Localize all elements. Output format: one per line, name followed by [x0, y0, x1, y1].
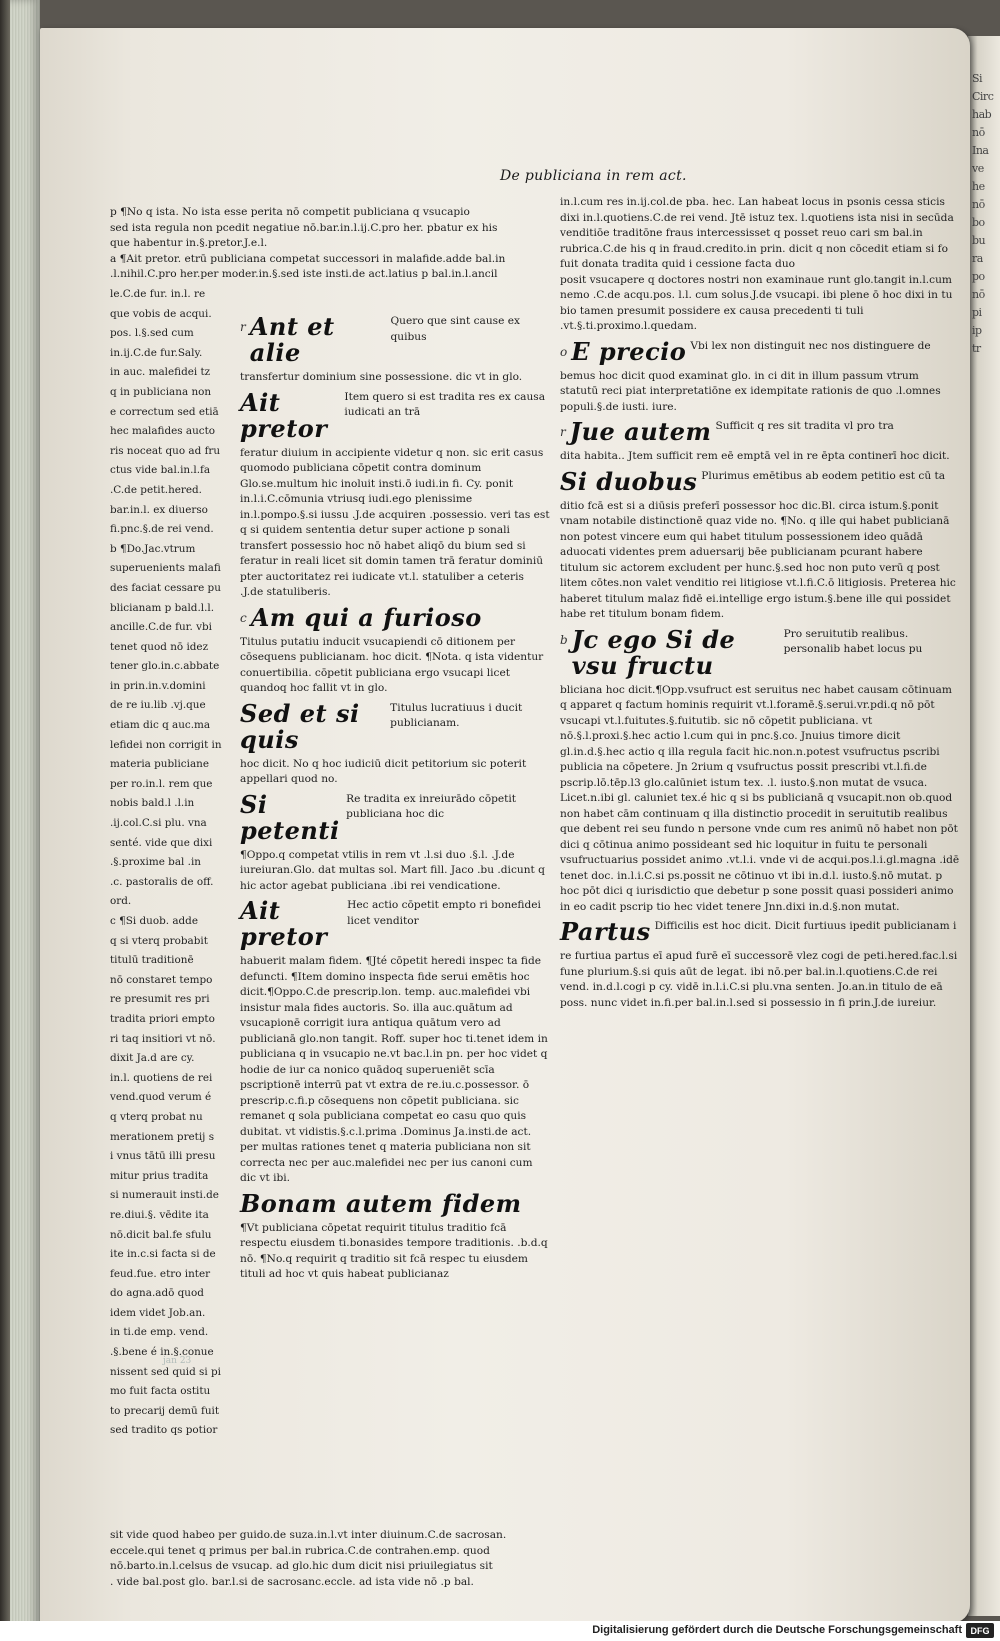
gloss-line: sed tradito qs potior [110, 1424, 218, 1437]
gloss-line: que vobis de acqui. [110, 307, 212, 320]
lemma-gloss: Sufficit q res sit tradita vl pro tra [715, 420, 894, 432]
gloss-line: blicianam p bald.l.l. [110, 601, 215, 614]
entry-heading [240, 698, 550, 754]
gloss-line: p ¶No q ista. No ista esse perita nō competit publiciana q vsucapio [110, 206, 470, 218]
entry-heading [560, 419, 960, 445]
gloss-line: merationem pretij s [110, 1130, 215, 1143]
entry-text: re furtiua partus eī apud furē eī successorē vlez cogi de peti.hered.fac.l.si fune plurium.§.si quis aūt de legat. ibi nō.per bal.in.l.quotiens.C.de rei vend. in.d.l.cogi p cy. vidē in.l.i.C.si plu.vna senten. Jo.an.in titulo de eā poss. nunc videt in.fi.per bal.in.l.sed si possessio in fi prin.J.de iureiur. [560, 950, 958, 1009]
gloss-line: sed ista regula non pcedit negatiue nō.bar.in.l.ij.C.pro her. pbatur ex his [110, 221, 498, 234]
gloss-line: in.l. quotiens de rei [110, 1071, 213, 1084]
gloss-line: etiam dic q auc.ma [110, 719, 211, 732]
binding-shadow [0, 0, 10, 1641]
entry-heading [240, 387, 550, 443]
lemma: Si petenti [240, 789, 340, 845]
entry-text: posit vsucapere q doctores nostri non examinaue runt glo.tangit in.l.cum nemo .C.de acqu.pos. l.l. cum solus.J.de vsucapi. ibi plene ō hoc dixi in tu bio tamen presumit possidere ex causa precedenti ti tuli .vt.§.ti.proximo.l.quedam. [560, 273, 953, 332]
gloss-line: .§.proxime bal .in [110, 856, 201, 869]
gloss-line: feud.fue. etro inter [110, 1267, 211, 1280]
entry-text: bliciana hoc dicit.¶Opp.vsufruct est seruitus nec habet causam cōtinuam q apparet q factum hominis requirit vt.l.foramē.§.serui.vr.pdi.q nō pōt vsucapi vt.l.fuitutes.§.fuitutib. sic nō cōpetit publiciana. vt nō.§.l.proxi.§.hec actio l.cum qui in pnc.§.co. Jnuius timore dicit gl.in.d.§.hec actio q illa regula facit hic.non.n.potest vsufructus pscribi publicia na cōpetere. Jn 2rium q vsufructus possit prescribi vt.l.fi.de pscrip.lō.tēp.l3 glo.calūniet istum tex. .l. iusto.§.non mutat de vsuca. Licet.n.ibi gl. caluniet tex.é hic q si bs publicianā q vsucapit.non ob.quod non habet cām continuam q illa distinctio procedit in seruitutib realibus que debent rei seu fundo n persone vnde cum res animū nō habet non pōt dici q cōtinua animo possideant sed hic loquitur in fuitu te personali vsufructuarius possidet animo .vt.l.i. vnde vi de acqui.pos.l.i.gl.magna .idē tenet doc. in.l.i.C.si ps.possit ne cōtinuo vt ibi in.d.l. iusto.§.nō mutat. p hoc pōt dici q iurisdictio que debetur p sone possit quasi possideri animo in eo cadit pscrip tio hec videt tenere Jnn.dixi in.d.§.non mutat. [560, 683, 960, 913]
gloss-line: sit vide quod habeo per guido.de suza.in.l.vt inter diuinum.C.de sacrosan. [110, 1529, 507, 1541]
gloss-line: re.diui.§. vēdite ita [110, 1208, 209, 1221]
commentary-entry [560, 419, 960, 465]
gloss-line: tener glo.in.c.abbate [110, 660, 220, 673]
lemma: Am qui a furioso [250, 602, 482, 632]
gloss-line: vend.quod verum é [110, 1091, 212, 1104]
lemma: Sed et si quis [240, 698, 360, 754]
lemma-gloss: Difficilis est hoc dicit. Dicit furtiuus ipedit publicianam i [654, 920, 957, 932]
commentary-entry [240, 1188, 550, 1283]
lemma: Bonam autem fidem [240, 1188, 522, 1218]
gloss-marker: o [560, 344, 568, 359]
gloss-line: des faciat cessare pu [110, 581, 221, 594]
gloss-line: nō constaret tempo [110, 973, 213, 986]
left-margin-gloss [110, 285, 238, 1441]
gloss-marker: c [240, 610, 247, 625]
gloss-line: in.ij.C.de fur.Saly. [110, 346, 203, 359]
gloss-line: lefidei non corrigit in [110, 738, 222, 751]
lemma-gloss: Item quero si est tradita res ex causa iudicati an trā [344, 390, 546, 418]
entry-text: hoc dicit. No q hoc iudiciū dicit petitorium sic poterit appellari quod no. [240, 757, 527, 785]
gloss-line: .§.bene é in.§.conue [110, 1346, 214, 1359]
gloss-line: materia publiciane [110, 758, 209, 771]
gloss-line: in ti.de emp. vend. [110, 1326, 209, 1339]
entry-text: habuerit malam fidem. ¶Jté cōpetit heredi inspec ta fide defuncti. ¶Item domino inspecta fide serui emētis hoc dicit.¶Oppo.C.de prescrip.lon. temp. auc.malefidei vbi insistur mala fides auctoris. So. illa auc.quātum ad vsucapionē corrigit iura antiqua quātum vero ad publicianā glo.non tangit. Roff. super hoc ti.tenet idem in publiciana q in vsucapio ne.vt bac.l.in pn. per hoc videt q hodie de iur ca nonico quādoq superueniēt scīa pscriptionē interrū pat vt extra de re.iu.c.possessor. ō prescrip.c.fi.p cōsequens non cōpetit publiciana. sic remanet q sola publiciana competat eo casu quo quis dubitat. vt vidistis.§.c.l.prima .Dominus Ja.insti.de act. per multas rationes tenet q materia publiciana non sit correcta nec per auc.malefidei nec per ius canoni cum dic vt ibi. [240, 955, 548, 1184]
lemma: E precio [571, 336, 687, 366]
gloss-line: mo fuit facta ostitu [110, 1385, 211, 1398]
commentary-entry [560, 624, 960, 916]
lemma: Ant et alie [249, 312, 335, 367]
gloss-line: .c. pastoralis de off. [110, 875, 214, 888]
library-stamp: jan 23 [163, 1356, 192, 1366]
commentary-entry [560, 919, 960, 1011]
right-entries [560, 273, 960, 1012]
gloss-line: ris noceat quo ad fru [110, 444, 221, 457]
next-leaf-text: Si Circ hab nō Ina ve he nō bo bu ra po nō pi ip tr [972, 72, 994, 355]
gloss-line: ancille.C.de fur. vbi [110, 621, 212, 634]
gloss-line: in auc. malefidei tz [110, 366, 211, 379]
gloss-line: .ij.col.C.si plu. vna [110, 817, 207, 830]
gloss-line: bar.in.l. ex diuerso [110, 503, 208, 516]
running-head: De publiciana in rem act. [500, 168, 687, 184]
lemma-gloss: Hec actio cōpetit empto ri bonefidei licet venditor [347, 899, 541, 927]
commentary-entry [560, 336, 960, 416]
gloss-line: idem videt Job.an. [110, 1306, 206, 1319]
gloss-line: per ro.in.l. rem que [110, 777, 213, 790]
commentary-entry [240, 698, 550, 788]
gloss-line: to precarij demū fuit [110, 1404, 220, 1417]
gloss-line: superuenients malafi [110, 562, 221, 575]
gloss-line: .C.de petit.hered. [110, 483, 202, 496]
gloss-line: nissent sed quid si pi [110, 1365, 221, 1378]
entry-heading [560, 624, 960, 680]
right-column [560, 195, 960, 1011]
gloss-line: fi.pnc.§.de rei vend. [110, 523, 214, 536]
gloss-line: do agna.adō quod [110, 1287, 204, 1300]
entry-text: transfertur dominium sine possessione. dic vt in glo. [240, 371, 523, 383]
lemma-gloss: Re tradita ex inreiurādo cōpetit publiciana hoc dic [346, 792, 517, 820]
commentary-entry [240, 314, 550, 386]
gloss-marker: r [560, 425, 566, 439]
footer-credit: Digitalisierung gefördert durch die Deutsche Forschungsgemeinschaft [592, 1624, 962, 1636]
gloss-line: si numerauit insti.de [110, 1189, 219, 1202]
gloss-line: a ¶Ait pretor. etrū publiciana competat successori in malafide.adde bal.in [110, 252, 506, 265]
entry-text: feratur diuium in accipiente videtur q non. sic erit casus quomodo publiciana cōpetit contra dominum Glo.se.multum hic inoluit insti.ō iudi.in fi. Cy. ponit in.l.i.C.cōmunia vtriusq iudi.ego plenissime in.l.pompo.§.si iussu .J.de acquiren .possessio. veri tas est q si quidem sententia detur super actione p sonali transfert possessio hoc nō habet aliqō du bium sed si feratur in reali licet sit domin tamen trā feratur dominiū pter auctoritatez rei iudicate vt.l. statuliber a ceteris .J.de statuliberis. [240, 446, 550, 598]
gloss-line: senté. vide que dixi [110, 836, 213, 849]
main-column [240, 310, 550, 1283]
entry-text: ¶Oppo.q competat vtilis in rem vt .l.si duo .§.l. .J.de iureiuran.Glo. dat multas sol. Mart fill. Jaco .bu .dicunt q hic actor agebat publiciana .ibi rei vendicatione. [240, 848, 545, 892]
gloss-line: de re iu.lib .vj.que [110, 699, 206, 712]
gloss-line: q in publiciana non [110, 385, 212, 398]
lemma: Jue autem [569, 417, 712, 446]
entry-heading [560, 336, 960, 366]
gloss-line: mitur prius tradita [110, 1169, 209, 1182]
lemma-gloss: Pro seruitutib realibus. personalib habet locus pu [783, 627, 923, 655]
entry-text: Titulus putatiu inducit vsucapiendi cō ditionem per cōsequens publicianam. hoc dicit. ¶Nota. q ista videntur conuertibilia. cōpetit publiciana ergo vsucapi licet quandoq hoc fallit vt in glo. [240, 635, 544, 694]
gloss-marker: b [560, 632, 568, 647]
gloss-line: dixit Ja.d are cy. [110, 1052, 195, 1065]
gloss-line: b ¶Do.Jac.vtrum [110, 542, 196, 555]
gloss-line: nobis bald.l .l.in [110, 797, 195, 810]
top-gloss [110, 205, 555, 283]
entry-text: bemus hoc dicit quod examinat glo. in ci dit in illum passum vtrum statutū reci piat interpretatiōne ex idempitate rationis de quo .l.omnes populi.§.de iusti. iure. [560, 369, 941, 413]
gloss-line: nō.barto.in.l.celsus de vsucap. ad glo.hic dum dicit nisi priuilegiatus sit [110, 1560, 493, 1572]
gloss-line: q si vterq probabit [110, 934, 208, 947]
commentary-entry [560, 273, 960, 335]
commentary-entry [240, 789, 550, 895]
gloss-line: c ¶Si duob. adde [110, 915, 198, 927]
entry-text: ditio fcā est si a diūsis preferī possessor hoc dic.Bl. circa istum.§.ponit vnam notabile distinctionē quaz vide no. ¶No. q ille qui habet publicianā non potest vincere eum qui habet titulum possessionem ideo quādā aduocati videntes prem aduersarij bēe publicianam pcurant habere titulum sic actorem excludent per hunc.§.sed hoc non puto verū q post litem cōtes.non valet venditio rei litigiose vt.l.fi.C.ō litigiosis. Preterea hic haberet titulum malaz fidē ei.intellige ergo istum.§.bene ille qui possidet habe ret titulum bonam fidem. [560, 499, 956, 620]
commentary-entry [560, 466, 960, 623]
gloss-line: ite in.c.si facta si de [110, 1248, 216, 1261]
gloss-line: tenet quod nō idez [110, 640, 209, 653]
lemma-gloss: Titulus lucratiuus i ducit publicianam. [390, 701, 523, 729]
gloss-line: pos. l.§.sed cum [110, 327, 194, 340]
entry-text: dita habita.. Jtem sufficit rem eē emptā vel in re ēpta continerī hoc dicit. [560, 450, 950, 462]
entry-heading [240, 789, 550, 845]
lemma: Partus [560, 917, 651, 946]
gloss-line: le.C.de fur. in.l. re [110, 288, 206, 300]
dfg-logo: DFG [966, 1623, 994, 1638]
gloss-line: re presumit res pri [110, 993, 210, 1006]
gloss-line: nō.dicit bal.fe sfulu [110, 1228, 212, 1241]
gloss-line: e correctum sed etiā [110, 405, 219, 418]
gloss-line: q vterq probat nu [110, 1110, 203, 1123]
gloss-line: .l.nihil.C.pro her.per moder.in.§.sed iste insti.de act.latius p bal.in.l.ancil [110, 268, 498, 280]
gloss-line: que habentur in.§.pretor.J.e.l. [110, 237, 268, 249]
commentary-entry [240, 602, 550, 697]
gloss-line: ri taq insitiori vt nō. [110, 1032, 216, 1045]
entry-heading [240, 898, 550, 950]
lemma-gloss: Quero que sint cause ex quibus [390, 315, 520, 343]
lemma: Jc ego Si de vsu fructu [571, 624, 736, 680]
entry-heading [560, 919, 960, 945]
gloss-line: tradita priori empto [110, 1012, 215, 1025]
lemma-gloss: Plurimus emētibus ab eodem petitio est cū ta [701, 469, 946, 482]
gloss-line: eccele.qui tenet q primus per bal.in rubrica.C.de contrahen.emp. quod [110, 1544, 490, 1557]
lemma: Si duobus [560, 466, 698, 496]
gloss-line: . vide bal.post glo. bar.l.si de sacrosanc.eccle. ad ista vide nō .p bal. [110, 1575, 474, 1588]
entry-heading [240, 314, 550, 366]
lemma: Ait pretor [240, 896, 328, 951]
lemma-gloss: Vbi lex non distinguit nec nos distinguere de [690, 339, 931, 352]
lemma: Ait pretor [240, 387, 328, 443]
gloss-line: ord. [110, 895, 132, 908]
entry-text: ¶Vt publiciana cōpetat requirit titulus traditio fcā respectu eiusdem ti.bonasides tempore traditionis. .b.d.q nō. ¶No.q requirit q traditio sit fcā respec tu eiusdem tituli ad hoc vt quis habeat publicianaz [240, 1221, 548, 1280]
gloss-line: in prin.in.v.domini [110, 679, 206, 692]
entry-heading [240, 1188, 550, 1218]
right-column-top-text: in.l.cum res in.ij.col.de pba. hec. Lan habeat locus in psonis cessa sticis dixi in.l.quotiens.C.de rei vend. Jtē istuz tex. l.quotiens ista nisi in secūda venditiōe traditōne fraus intercessisset q posset reuo cari sm bal.in rubrica.C.de his q in fraud.credito.in prin. dicit q non cōcedit etiam si fo fuit donata tradita quid i cessione facta duo [560, 196, 954, 270]
gloss-line: hec malafides aucto [110, 425, 216, 438]
gloss-marker: r [240, 320, 246, 334]
gloss-line: i vnus tātū illi presu [110, 1150, 216, 1163]
gloss-line: titulū traditionē [110, 954, 194, 967]
commentary-entry [240, 898, 550, 1187]
bottom-gloss [110, 1528, 555, 1590]
entry-heading [240, 602, 550, 632]
gloss-line: ctus vide bal.in.l.fa [110, 464, 211, 477]
entry-heading [560, 466, 960, 496]
commentary-entry [240, 387, 550, 601]
